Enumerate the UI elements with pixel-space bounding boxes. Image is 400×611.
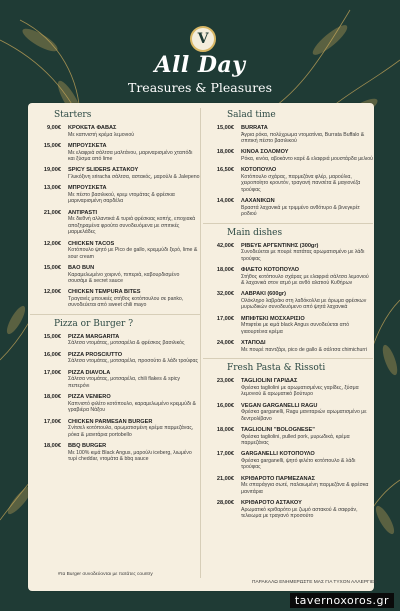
item-body	[68, 210, 200, 236]
item-description: Φρέσκα tagliolini, pulled pork, μυρωδικά, κρέμα παρμεζάνας	[241, 433, 350, 447]
logo: V	[190, 26, 216, 52]
item-description: Φρέσκα tagliolini με αρωματισμένες γαρίδες, ξύσμα λεμονιού & αρωματικό βούτυρο	[241, 384, 359, 398]
menu-item	[30, 208, 200, 239]
item-body	[68, 352, 200, 365]
menu-item	[30, 392, 200, 416]
item-description: Με διεθνή αλλαντικά & τυριά φρέσκιας κοπής, εποχιακά αποξηραμένα φρούτα συνοδευόμενα με σπιτικές μαρμελάδες	[68, 216, 196, 236]
section-title: Main dishes	[203, 223, 373, 241]
item-price: 24,00€	[216, 340, 234, 347]
item-description: Σάλτσα ντομάτας, μοτσαρέλα, chili flakes & spicy πεπερόνι	[68, 376, 180, 389]
item-name: CHICKEN PARMESAN BURGER	[68, 418, 153, 425]
item-description: Κοτόπουλο σχάρας, παρμεζάνα φλέρ, μαρούλια, χειροποίητο κρουτόν, τραγανή πανσέτα & μαγιονέζα τρούφας	[241, 174, 361, 193]
item-body	[68, 185, 200, 204]
section-title: Fresh Pasta & Rissoti	[203, 358, 373, 376]
watermark: tavernoxoros.gr	[290, 593, 394, 608]
page-subtitle: Treasures & Pleasures	[127, 80, 272, 95]
item-name: ΚΟΤΟΠΟΥΛΟ	[241, 167, 277, 174]
item-description: Τραγανές μπουκιές στήθος κοτόπουλου σε panko, συνοδεύεται από sweet chili mayo	[68, 296, 184, 309]
item-body	[241, 125, 373, 144]
menu-item	[30, 350, 200, 368]
item-price: 23,00€	[216, 378, 234, 385]
item-body	[241, 291, 373, 310]
item-price: 18,00€	[216, 149, 234, 156]
item-description: Σάλτσα ντομάτας, μοτσαρέλα & φρέσκος βασιλικός	[68, 340, 185, 347]
item-name: ΑΝΤΙPASTI	[68, 209, 98, 216]
item-name: ΜΠΙΦΤΕΚΙ ΜΟΣΧΑΡΙΣΙΟ	[241, 315, 305, 322]
item-name: ΦΙΛΕΤΟ ΚΟΤΟΠΟΥΛΟ	[241, 267, 300, 274]
page-title: All Day	[154, 52, 246, 78]
menu-item	[203, 241, 373, 265]
item-description: Καραμελωμένο χοιρινό, πιπεριά, καβουρδισμένο σουσάμι & secret sauce	[68, 271, 180, 285]
item-price: 9,00€	[47, 125, 61, 131]
item-body	[241, 267, 373, 286]
item-price: 12,00€	[43, 240, 61, 247]
menu-item	[203, 289, 373, 313]
menu-item	[203, 425, 373, 449]
item-name: ΛΑΒΡΑΚΙ (600gr)	[241, 291, 286, 298]
item-description: Με ελαφριά σάλτσα μαλτάνου, μαριναρισμένο χταπόδι και ξύσμα από lime	[68, 149, 193, 162]
section-title: Salad time	[227, 110, 276, 120]
item-description: Με καπνιστή κρέμα λεμονιού	[68, 131, 135, 138]
item-description: Με πουρέ παντζάρι, pico de gallo & σάλτσα chimichurri	[241, 346, 367, 353]
item-description: Με πέστο βασιλικού, κρεμ ντομάτας & φρέσκια μαριναρισμένη σαρδέλα	[68, 192, 175, 205]
menu-item	[203, 449, 373, 473]
item-name: ΚΡΙΘΑΡΟΤΟ ΑΣΤΑΚΟΥ	[241, 500, 302, 507]
item-description: Καπνιστό φιλέτο κοτόπουλο, καραμελωμένο κρεμμύδι & γραβιέρα Νάξου	[68, 400, 196, 414]
footer-note-burger: #τα Burger συνοδεύονται με πατάτες country	[58, 572, 153, 577]
menu-item	[30, 417, 200, 441]
item-name: ΛΑΧΑΝΙΚΩΝ	[241, 198, 275, 205]
item-price: 21,00€	[43, 209, 61, 216]
section-title: Pizza or Burger ?	[30, 314, 200, 332]
item-description: Ολόκληρο λαβράκι στη λαδόκολλα με άρωμα φρέσκων μυρωδικών συνοδευόμενο από ψητά λαχανικά	[241, 298, 367, 311]
menu-item	[203, 338, 373, 356]
item-name: TAGLIOLINI ΓΑΡΙΔΑΣ	[241, 378, 298, 385]
item-price: 21,00€	[216, 475, 234, 482]
item-name: GARGANELLI ΚΟΤΟΠΟΥΛΟ	[241, 451, 315, 458]
item-price: 17,00€	[216, 315, 234, 322]
menu-item	[30, 368, 200, 392]
item-price: 17,00€	[216, 451, 234, 458]
item-name: CHICKEN TACOS	[68, 240, 115, 247]
item-description: Στήθος κοτόπουλο σχάρας με ελαφριά σάλτσα λεμονιού & λαχανικά στον ατμό με ανθό αλατιού Κυθήρων	[241, 273, 369, 287]
item-price: 18,00€	[43, 443, 61, 450]
item-name: ΡΙΒΕΥΕ ΑΡΓΕΝΤΙΝΗΣ (300gr)	[241, 242, 319, 249]
item-price: 19,00€	[43, 167, 61, 174]
item-body	[68, 167, 200, 180]
item-name: ΚΡΟΚΕΤΑ ΦΑΒΑΣ	[68, 125, 117, 131]
item-body	[68, 265, 200, 284]
menu-item	[203, 314, 373, 338]
item-description: Γλυκόξινη sriracha σάλτσα, αστακός, μαρούλι & Jalepeno	[68, 174, 200, 180]
item-body	[68, 125, 200, 138]
item-price: 18,00€	[216, 267, 234, 274]
menu-item	[203, 265, 373, 289]
item-price: 16,00€	[43, 351, 61, 358]
item-body	[68, 241, 200, 260]
item-price: 18,00€	[216, 427, 234, 434]
menu-item	[203, 401, 373, 425]
item-price: 15,00€	[216, 125, 234, 131]
item-name: PIZZA MARGARITA	[68, 333, 120, 340]
item-description: Συνοδεύεται με πουρέ πατάτας αρωματισμένο με λάδι τρούφας	[241, 249, 365, 262]
item-price: 12,00€	[43, 289, 61, 296]
item-name: BAO BUN	[68, 265, 95, 272]
item-description: Αρωματικό κριθαρότο με ζωμό αστακού & σαφράν, τελειωμα με τραγανό προσούτο	[241, 506, 358, 520]
item-description: Φρέσκα garganelli, ψητό φιλέτο κοτόπουλο & λάδι τρούφας	[241, 458, 356, 471]
item-price: 16,00€	[216, 402, 234, 409]
column-divider	[200, 108, 201, 578]
menu-item	[203, 123, 373, 147]
menu-item	[203, 147, 373, 165]
item-body	[241, 427, 373, 446]
item-body	[68, 334, 200, 347]
menu-item	[30, 263, 200, 287]
menu-item	[30, 165, 200, 183]
item-price: 15,00€	[43, 143, 61, 149]
item-name: PIZZA DIAVOLA	[68, 369, 111, 376]
item-description: Φρέσκα garganelli, Ragu μανιταριών αρωματισμένο με δεντρολίβανο	[241, 409, 367, 422]
menu-item	[30, 332, 200, 350]
item-body	[241, 316, 373, 335]
right-column	[203, 106, 373, 523]
item-name: ΜΠΡΟΥΣΚΕΤΑ	[68, 143, 107, 149]
item-description: Βραστά λαχανικά με τριμμένο ανθότυρο & βινεγκρέτ ροδιού	[241, 204, 360, 218]
footer-note-allergies: ΠΑΡΑΚΑΛΩ ΕΝΗΜΕΡΩΣΤΕ ΜΑΣ ΓΙΑ ΤΥΧΟΝ ΑΛΛΕΡΓΙΕΣ	[252, 580, 378, 585]
item-body	[241, 403, 373, 422]
menu-item	[30, 123, 200, 141]
item-name: ΜΠΡΟΥΣΚΕΤΑ	[68, 185, 107, 192]
item-description: Ρόκα, κινόα, αβοκάντο καρέ & ελαφριά μουστάρδα μελιού	[241, 156, 373, 162]
item-price: 14,00€	[216, 198, 234, 205]
item-description: Άγρια ρόκα, πολύχρωμα ντοματίνια, Burrata Buffalo & σπιτική πέστο βασιλικού	[241, 131, 365, 144]
item-name: PIZZA VENIERO	[68, 394, 111, 401]
item-price: 42,00€	[216, 242, 234, 249]
item-body	[241, 198, 373, 217]
item-price: 13,00€	[43, 185, 61, 192]
item-body	[68, 143, 200, 162]
menu-item	[203, 376, 373, 400]
menu-item	[30, 239, 200, 263]
menu-item	[30, 287, 200, 311]
menu-item	[30, 441, 200, 465]
menu-item	[203, 474, 373, 498]
item-description: Με 100% κιμά Black Angus, μαρούλι iceberg, λιωμένο τυρί cheddar, ντομάτα & bbq sauce	[68, 449, 192, 463]
item-body	[241, 167, 373, 193]
item-body	[241, 451, 373, 470]
item-price: 15,00€	[43, 333, 61, 340]
menu-item	[203, 498, 373, 522]
item-body	[241, 243, 373, 262]
item-body	[68, 289, 200, 308]
item-name: PIZZA PROSCIUTTO	[68, 351, 123, 358]
item-description: Με σπαράγγια σωτέ, παλαιωμένη παρμεζάνα & φρέσκα μανιτάρια	[241, 482, 369, 495]
item-description: Σνίτσελ κοτόπουλο, αρωματισμένη κρέμα παρμεζάνας, ρόκα & μανιτάρια portobello	[68, 425, 194, 438]
item-body	[241, 476, 373, 495]
item-body	[241, 149, 373, 162]
item-body	[68, 419, 200, 438]
item-price: 15,00€	[43, 265, 61, 272]
item-body	[68, 443, 200, 462]
item-name: ΧΤΑΠΟΔΙ	[241, 340, 266, 347]
item-price: 18,00€	[43, 394, 61, 401]
item-name: ΚΙΝΟΑ ΣΟΛΟΜΟΥ	[241, 149, 289, 156]
item-body	[241, 378, 373, 397]
item-price: 17,00€	[43, 418, 61, 425]
item-description: Σάλτσα ντομάτας, μοτσαρέλα, προσούτο & λάδι τρούφας	[68, 358, 198, 365]
item-name: BBQ BURGER	[68, 443, 107, 450]
item-price: 16,50€	[216, 167, 234, 174]
menu-item	[30, 183, 200, 207]
item-body	[68, 370, 200, 389]
menu-item	[203, 196, 373, 220]
item-body	[241, 500, 373, 519]
item-price: 32,00€	[216, 291, 234, 298]
menu-item	[203, 165, 373, 196]
item-body	[241, 340, 373, 353]
item-price: 17,00€	[43, 369, 61, 376]
item-name: BURRATA	[241, 125, 268, 131]
menu-item	[30, 141, 200, 165]
item-body	[68, 394, 200, 413]
item-name: SPICY SLIDERS ΑΣΤΑΚΟΥ	[68, 167, 139, 174]
item-name: VEGAN GARGANELLI RAGU	[241, 402, 318, 409]
left-column	[30, 106, 200, 465]
item-description: Κοτόπουλο ψητό με Pico de gallo, κρεμμύδι ξερό, lime & sour cream	[68, 247, 198, 260]
item-name: TAGLIOLINI "BOLOGNESE"	[241, 427, 315, 434]
item-name: ΚΡΙΘΑΡΟΤΟ ΠΑΡΜΕΖΑΝΑΣ	[241, 475, 315, 482]
item-description: Μπιφτέκι με κιμά black Angus συνοδεύεται από γιαουρτένια κρέμα	[241, 322, 350, 335]
item-price: 28,00€	[216, 500, 234, 507]
item-name: CHICKEN TEMPURA BITES	[68, 289, 141, 296]
section-title: Starters	[54, 110, 92, 120]
